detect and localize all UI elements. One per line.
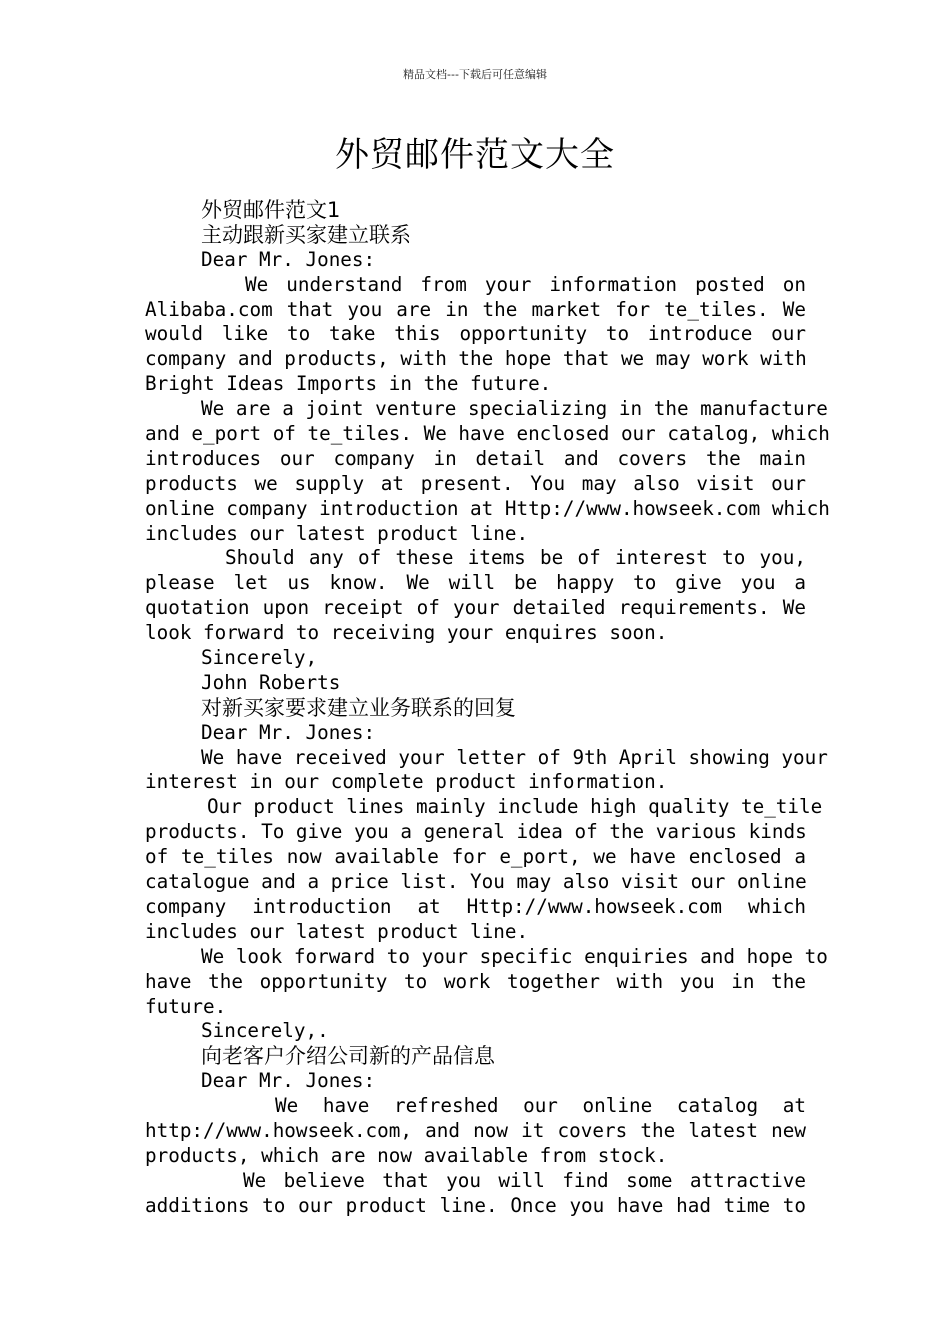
paragraph-line: We have refreshed our online catalog at: [275, 1094, 806, 1118]
paragraph-line: We understand from your information posted on: [245, 272, 806, 296]
paragraph-line: company introduction at Http://www.howseek.com which: [145, 894, 806, 918]
paragraph-line: future.: [145, 994, 227, 1018]
paragraph-line: We believe that you will find some attractive: [243, 1168, 806, 1192]
paragraph-line: includes our latest product line.: [145, 521, 529, 545]
salutation: Dear Mr. Jones:: [201, 247, 376, 271]
paragraph-line: includes our latest product line.: [145, 919, 529, 943]
paragraph-line: products, which are now available from stock.: [145, 1143, 668, 1167]
paragraph-line: We look forward to your specific enquiries and hope to: [201, 944, 828, 968]
header-note: 精品文档---下载后可任意编辑: [403, 68, 547, 81]
paragraph-line: http://www.howseek.com, and now it covers the latest new: [145, 1118, 806, 1142]
paragraph-line: Bright Ideas Imports in the future.: [145, 372, 552, 396]
closing: Sincerely,: [201, 646, 318, 670]
paragraph-line: would like to take this opportunity to introduce our: [145, 322, 806, 346]
letter-subject: 向老客户介绍公司新的产品信息: [201, 1044, 495, 1069]
paragraph-line: introduces our company in detail and covers the main: [145, 446, 806, 470]
paragraph-line: and e_port of te_tiles. We have enclosed our catalog, which: [145, 422, 830, 446]
paragraph-line: catalogue and a price list. You may also visit our online: [145, 870, 807, 894]
letter-subject: 对新买家要求建立业务联系的回复: [201, 695, 516, 720]
paragraph-line: quotation upon receipt of your detailed requirements. We: [145, 596, 806, 620]
paragraph-line: products. To give you a general idea of the various kinds: [145, 820, 807, 844]
paragraph-line: additions to our product line. Once you have had time to: [145, 1193, 806, 1217]
paragraph-line: have the opportunity to work together with you in the: [145, 969, 806, 993]
document-body: [145, 198, 830, 1219]
letter-subject: 主动跟新买家建立联系: [201, 222, 411, 247]
paragraph-line: of te_tiles now available for e_port, we have enclosed a: [145, 845, 806, 869]
closing: Sincerely,.: [201, 1019, 329, 1043]
paragraph-line: Alibaba.com that you are in the market for te_tiles. We: [145, 297, 806, 321]
paragraph-line: We are a joint venture specializing in the manufacture: [201, 397, 828, 421]
section-heading: 外贸邮件范文1: [201, 198, 341, 222]
paragraph-line: look forward to receiving your enquires soon.: [145, 621, 668, 645]
paragraph-line: please let us know. We will be happy to give you a: [145, 571, 806, 595]
salutation: Dear Mr. Jones:: [201, 720, 376, 744]
paragraph-line: company and products, with the hope that we may work with: [145, 347, 807, 371]
paragraph-line: Our product lines mainly include high quality te_tile: [207, 795, 823, 819]
document-title: 外贸邮件范文大全: [335, 135, 615, 175]
paragraph-line: We have received your letter of 9th April showing your: [201, 745, 828, 769]
paragraph-line: online company introduction at Http://www.howseek.com which: [145, 496, 830, 520]
salutation: Dear Mr. Jones:: [201, 1069, 376, 1093]
paragraph-line: products we supply at present. You may also visit our: [145, 471, 806, 495]
signature: John Roberts: [201, 670, 341, 694]
paragraph-line: Should any of these items be of interest to you,: [225, 546, 806, 570]
paragraph-line: interest in our complete product information.: [145, 770, 668, 794]
